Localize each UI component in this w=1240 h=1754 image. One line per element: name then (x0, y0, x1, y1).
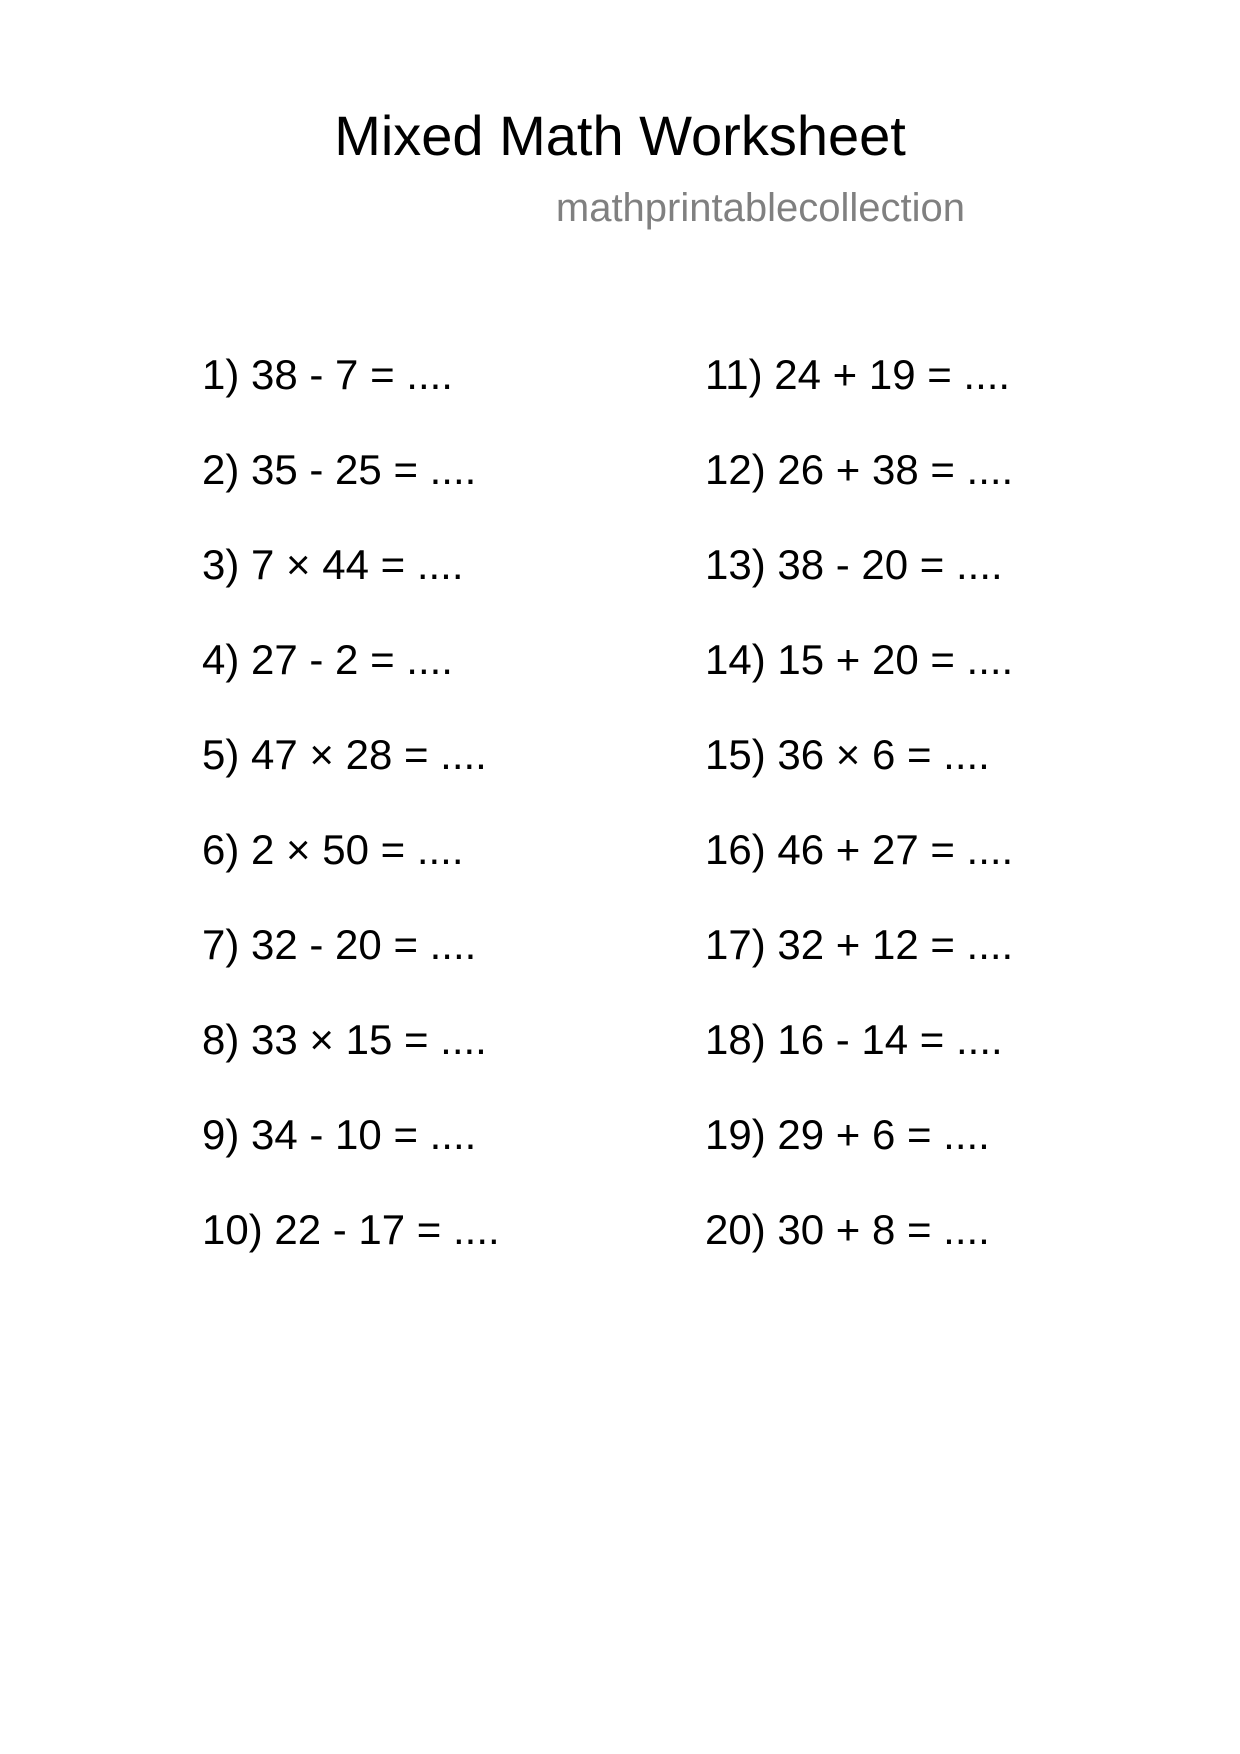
page-subtitle: mathprintablecollection (555, 186, 965, 230)
problem-list-right (705, 350, 1013, 1300)
problem-19: 19) 29 + 6 = .... (705, 1111, 990, 1158)
problem-13: 13) 38 - 20 = .... (705, 541, 1003, 588)
problem-6: 6) 2 × 50 = .... (202, 826, 464, 873)
problem-18: 18) 16 - 14 = .... (705, 1016, 1003, 1063)
problem-list-left (202, 350, 500, 1300)
problem-14: 14) 15 + 20 = .... (705, 636, 1014, 683)
problem-16: 16) 46 + 27 = .... (705, 826, 1014, 873)
problem-4: 4) 27 - 2 = .... (202, 636, 453, 683)
problem-12: 12) 26 + 38 = .... (705, 446, 1014, 493)
problem-8: 8) 33 × 15 = .... (202, 1016, 487, 1063)
problem-15: 15) 36 × 6 = .... (705, 731, 990, 778)
problem-9: 9) 34 - 10 = .... (202, 1111, 477, 1158)
problem-3: 3) 7 × 44 = .... (202, 541, 464, 588)
problem-10: 10) 22 - 17 = .... (202, 1206, 500, 1253)
problem-11: 11) 24 + 19 = .... (705, 351, 1011, 398)
problem-17: 17) 32 + 12 = .... (705, 921, 1014, 968)
problem-1: 1) 38 - 7 = .... (202, 351, 453, 398)
problem-2: 2) 35 - 25 = .... (202, 446, 477, 493)
problem-20: 20) 30 + 8 = .... (705, 1206, 990, 1253)
problem-7: 7) 32 - 20 = .... (202, 921, 477, 968)
problem-5: 5) 47 × 28 = .... (202, 731, 487, 778)
page-title: Mixed Math Worksheet (334, 104, 906, 167)
